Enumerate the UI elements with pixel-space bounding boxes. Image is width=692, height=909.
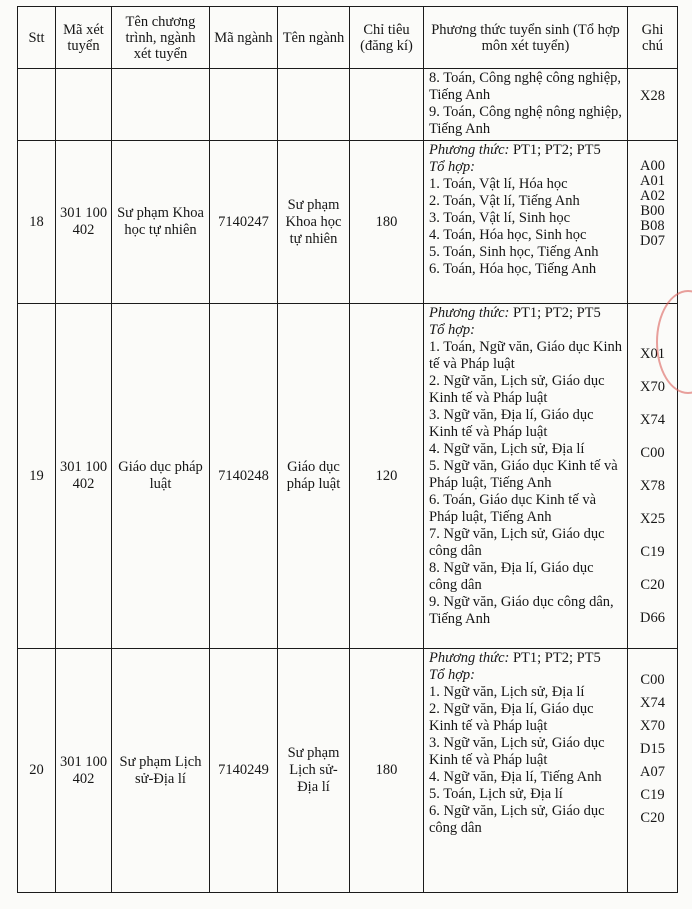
combination-code: C19 — [640, 787, 665, 803]
row-ghi-chu — [628, 69, 678, 141]
to-hop-label: Tổ hợp: — [429, 159, 476, 175]
row-stt — [18, 69, 56, 141]
combination-item: 9. Ngữ văn, Giáo dục công dân, Tiếng Anh — [429, 594, 614, 627]
method-label: Phương thức: — [429, 650, 510, 666]
combination-item: 4. Ngữ văn, Lịch sử, Địa lí — [429, 441, 585, 457]
row-ten-nganh: Sư phạm Lịch sử-Địa lí — [278, 649, 350, 893]
combination-item: 1. Toán, Ngữ văn, Giáo dục Kinh tế và Pháp luật — [429, 339, 623, 372]
method-label: Phương thức: — [429, 305, 510, 321]
combination-code: C20 — [640, 577, 665, 593]
header-chi-tieu: Chỉ tiêu (đăng kí) — [350, 7, 424, 69]
header-ma-nganh: Mã ngành — [210, 7, 278, 69]
row-ten-nganh — [278, 69, 350, 141]
row-chi-tieu: 180 — [350, 141, 424, 304]
row-ten-nganh: Sư phạm Khoa học tự nhiên — [278, 141, 350, 304]
combination-item: 2. Ngữ văn, Lịch sử, Giáo dục Kinh tế và Pháp luật — [429, 373, 605, 406]
combination-item: 3. Ngữ văn, Địa lí, Giáo dục Kinh tế và Pháp luật — [429, 407, 594, 440]
row-chi-tieu — [350, 69, 424, 141]
combination-item: 2. Toán, Vật lí, Tiếng Anh — [429, 193, 580, 209]
method-label: Phương thức: — [429, 142, 510, 158]
row-ghi-chu — [628, 649, 678, 893]
combination-item: 1. Ngữ văn, Lịch sử, Địa lí — [429, 684, 585, 700]
to-hop-label: Tổ hợp: — [429, 322, 476, 338]
combination-code: X25 — [640, 511, 665, 527]
combination-item: 9. Toán, Công nghệ nông nghiệp, Tiếng Anh — [429, 104, 622, 137]
combination-code: D15 — [640, 741, 665, 757]
method-line — [429, 305, 624, 322]
combination-code: A07 — [640, 764, 665, 780]
combination-item: 2. Ngữ văn, Địa lí, Giáo dục Kinh tế và Pháp luật — [429, 701, 594, 734]
row-ma-nganh — [210, 69, 278, 141]
combination-code: X01 — [640, 346, 665, 362]
header-row — [18, 7, 678, 69]
table-body — [18, 69, 678, 893]
row-ma-xet-tuyen: 301 100 402 — [56, 304, 112, 649]
row-chi-tieu: 120 — [350, 304, 424, 649]
combination-item: 6. Toán, Giáo dục Kinh tế và Pháp luật, Tiếng Anh — [429, 492, 597, 525]
combination-code: C20 — [640, 810, 665, 826]
row-chi-tieu: 180 — [350, 649, 424, 893]
combination-item: 5. Ngữ văn, Giáo dục Kinh tế và Pháp luật, Tiếng Anh — [429, 458, 618, 491]
table-row — [18, 141, 678, 304]
row-phuong-thuc — [424, 141, 628, 304]
row-phuong-thuc — [424, 649, 628, 893]
row-stt: 19 — [18, 304, 56, 649]
row-ghi-chu — [628, 141, 678, 304]
combination-code: X70 — [640, 718, 665, 734]
combination-item: 7. Ngữ văn, Lịch sử, Giáo dục công dân — [429, 526, 605, 559]
combination-item: 5. Toán, Lịch sử, Địa lí — [429, 786, 563, 802]
row-ten-chuong-trinh — [112, 69, 210, 141]
combination-code: C00 — [640, 445, 665, 461]
row-ten-chuong-trinh: Giáo dục pháp luật — [112, 304, 210, 649]
row-stt: 20 — [18, 649, 56, 893]
method-value: PT1; PT2; PT5 — [509, 305, 601, 321]
table-row — [18, 69, 678, 141]
combination-item: 4. Ngữ văn, Địa lí, Tiếng Anh — [429, 769, 602, 785]
combination-code: A01 — [640, 173, 665, 189]
combination-item: 1. Toán, Vật lí, Hóa học — [429, 176, 568, 192]
method-value: PT1; PT2; PT5 — [509, 650, 601, 666]
row-ma-nganh: 7140248 — [210, 304, 278, 649]
combination-item: 6. Toán, Hóa học, Tiếng Anh — [429, 261, 597, 277]
combination-code: X78 — [640, 478, 665, 494]
row-phuong-thuc — [424, 304, 628, 649]
row-ten-chuong-trinh: Sư phạm Lịch sử-Địa lí — [112, 649, 210, 893]
combination-code: D07 — [640, 233, 665, 249]
table-row — [18, 649, 678, 893]
combination-item: 3. Toán, Vật lí, Sinh học — [429, 210, 571, 226]
combination-code: A02 — [640, 188, 665, 204]
method-line — [429, 650, 624, 667]
row-ma-xet-tuyen: 301 100 402 — [56, 649, 112, 893]
row-ten-chuong-trinh: Sư phạm Khoa học tự nhiên — [112, 141, 210, 304]
header-ten-nganh: Tên ngành — [278, 7, 350, 69]
table-row — [18, 304, 678, 649]
combination-item: 4. Toán, Hóa học, Sinh học — [429, 227, 587, 243]
combination-item: 3. Ngữ văn, Lịch sử, Giáo dục Kinh tế và Pháp luật — [429, 735, 605, 768]
combination-item: 8. Toán, Công nghệ công nghiệp, Tiếng Anh — [429, 70, 622, 103]
header-stt: Stt — [18, 7, 56, 69]
combination-code: X70 — [640, 379, 665, 395]
row-ma-xet-tuyen — [56, 69, 112, 141]
row-ma-nganh: 7140249 — [210, 649, 278, 893]
combination-code: B08 — [640, 218, 665, 234]
header-phuong-thuc: Phương thức tuyển sinh (Tổ hợp môn xét tuyển) — [424, 7, 628, 69]
header-ghi-chu: Ghi chú — [628, 7, 678, 69]
combination-code: A00 — [640, 158, 665, 174]
method-value: PT1; PT2; PT5 — [509, 142, 601, 158]
combination-code: D66 — [640, 610, 665, 626]
method-line — [429, 142, 624, 159]
header-ten-chuong-trinh: Tên chương trình, ngành xét tuyển — [112, 7, 210, 69]
combination-code: X74 — [640, 412, 665, 428]
combination-item: 6. Ngữ văn, Lịch sử, Giáo dục công dân — [429, 803, 605, 836]
row-ma-xet-tuyen: 301 100 402 — [56, 141, 112, 304]
combination-code: X74 — [640, 695, 665, 711]
combination-code: X28 — [640, 88, 665, 104]
row-phuong-thuc — [424, 69, 628, 141]
to-hop-label: Tổ hợp: — [429, 667, 476, 683]
combination-code: C19 — [640, 544, 665, 560]
admissions-table — [17, 6, 678, 893]
row-ten-nganh: Giáo dục pháp luật — [278, 304, 350, 649]
row-stt: 18 — [18, 141, 56, 304]
header-ma-xet-tuyen: Mã xét tuyển — [56, 7, 112, 69]
combination-item: 8. Ngữ văn, Địa lí, Giáo dục công dân — [429, 560, 594, 593]
combination-item: 5. Toán, Sinh học, Tiếng Anh — [429, 244, 599, 260]
combination-code: C00 — [640, 672, 665, 688]
combination-code: B00 — [640, 203, 665, 219]
row-ma-nganh: 7140247 — [210, 141, 278, 304]
